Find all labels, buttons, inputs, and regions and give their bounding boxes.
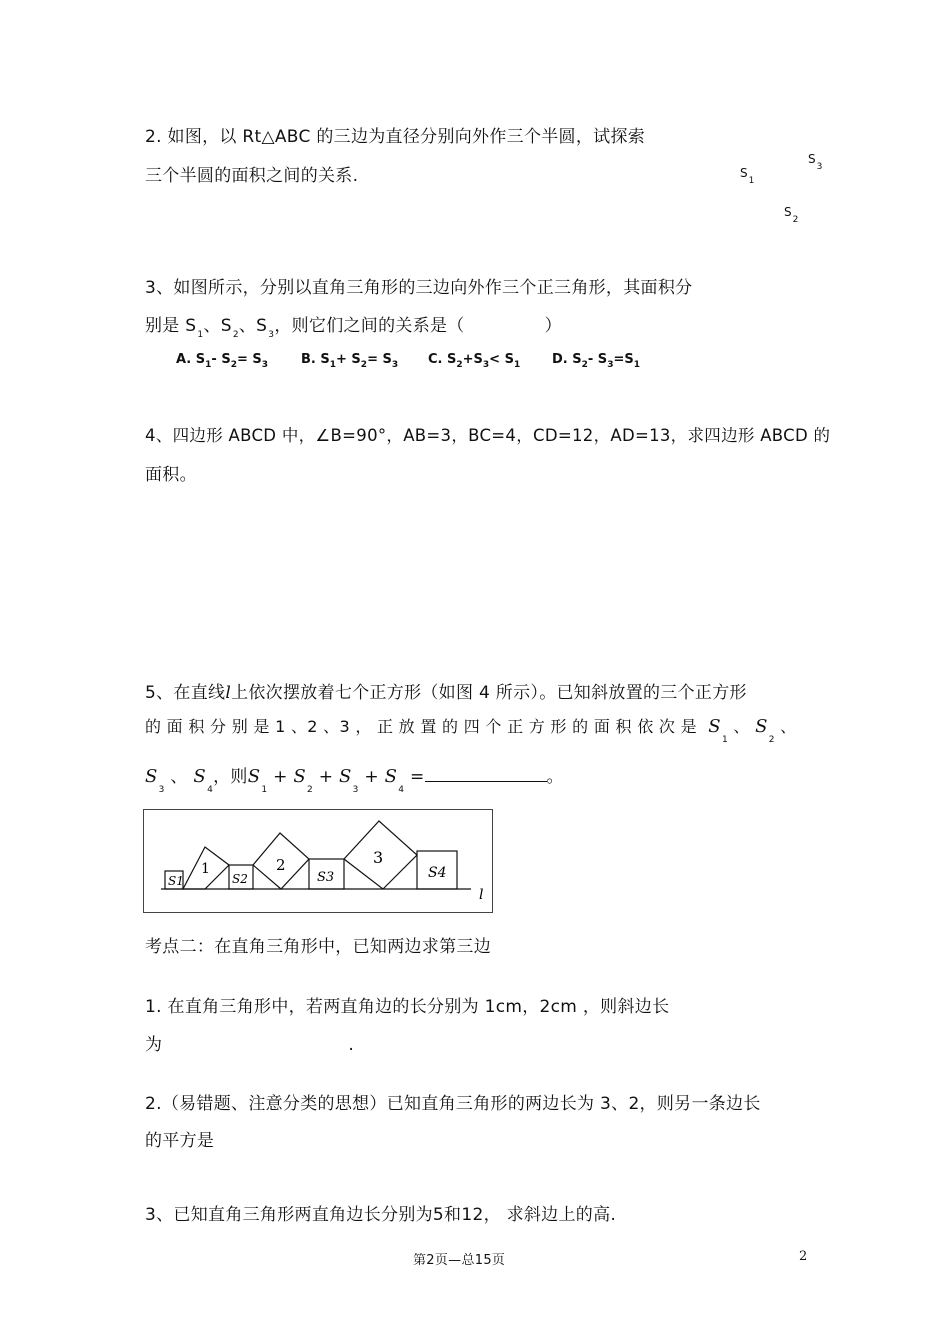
tilted-square-2-label: 2	[276, 856, 286, 874]
figure-squares	[143, 809, 493, 913]
answer-blank	[425, 767, 547, 782]
squares-diagram	[143, 809, 493, 913]
square-s4-label: S4	[428, 865, 447, 881]
q5-line2: 的 面 积 分 别 是 1 、2 、3 ， 正 放 置 的 四 个 正 方 形 的 面 积 依 次 是 $S_1$ 、 $S_2$ 、	[145, 716, 797, 745]
section2-q1-line2: 为 .	[145, 1035, 355, 1055]
q5-line3: $S_3$ 、 $S_4$，则$S_1 + S_2 + S_3 + S_4$ = 。	[145, 766, 564, 795]
square-s3-label: S3	[317, 870, 335, 885]
q2-line2: 三个半圆的面积之间的关系.	[145, 166, 359, 186]
q4-line2: 面积。	[145, 465, 197, 485]
square-s1-label: S1	[168, 874, 184, 888]
tilted-square-3-label: 3	[373, 848, 384, 867]
q3-option-c: C. $S_2+S_3< S_1$	[428, 352, 521, 370]
label-s1: $S_1$	[740, 166, 755, 186]
section2-title: 考点二：在直角三角形中，已知两边求第三边	[145, 937, 491, 957]
section2-q2-line2: 的平方是	[145, 1131, 215, 1151]
line-l-label: l	[479, 887, 484, 903]
section2-q2-line1: 2.（易错题、注意分类的思想）已知直角三角形的两边长为 3、2，则另一条边长	[145, 1094, 761, 1114]
label-s2: $S_2$	[784, 205, 799, 225]
q4-line1: 4、四边形 ABCD 中，∠B=90°，AB=3，BC=4，CD=12，AD=13，求四边形 ABCD 的	[145, 426, 831, 445]
q3-option-b: B. $S_1+ S_2= S_3$	[301, 352, 399, 370]
q2-line1: 2. 如图，以 Rt△ABC 的三边为直径分别向外作三个半圆，试探索	[145, 127, 646, 147]
q3-option-a: A. $S_1-$ $S_2= S_3$	[176, 352, 269, 370]
figure-border	[144, 810, 493, 913]
q3-line1: 3、如图所示，分别以直角三角形的三边向外作三个正三角形，其面积分	[145, 278, 693, 298]
section2-q3-line1: 3、已知直角三角形两直角边长分别为5和12， 求斜边上的高.	[145, 1205, 617, 1225]
square-s2-label: S2	[232, 872, 248, 886]
footer-page-number: 2	[799, 1249, 808, 1264]
tilted-square-1-label: 1	[201, 861, 210, 877]
label-s3: $S_3$	[808, 152, 823, 172]
section2-q1-line1: 1. 在直角三角形中，若两直角边的长分别为 1cm，2cm ，则斜边长	[145, 997, 670, 1017]
q5-line1: 5、在直线l上依次摆放着七个正方形（如图 4 所示）。已知斜放置的三个正方形	[145, 683, 747, 703]
q3-option-d: D. $S_2-$ $S_3=S_1$	[552, 352, 640, 370]
q3-line2: 别是 $S_1$、$S_2$、$S_3$，则它们之间的关系是（ ）	[145, 316, 562, 340]
footer-page-info: 第2页—总15页	[413, 1253, 506, 1268]
